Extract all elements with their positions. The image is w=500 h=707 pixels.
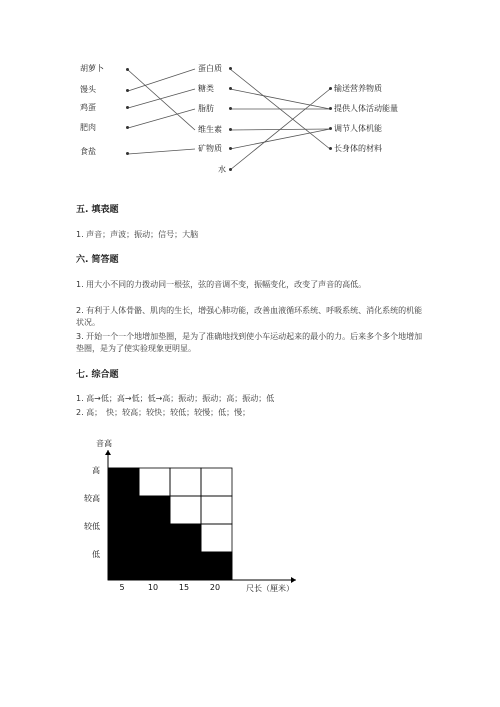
x-tick-label: 15 xyxy=(178,583,190,592)
bar xyxy=(139,496,170,580)
matching-lines xyxy=(0,0,500,200)
y-tick-label: 低 xyxy=(92,550,100,559)
nutrient-item: 糖类 xyxy=(198,84,214,93)
nutrient-item: 维生素 xyxy=(198,125,222,134)
food-item: 鸡蛋 xyxy=(80,103,96,112)
nutrient-item: 蛋白质 xyxy=(198,64,222,73)
x-tick-label: 20 xyxy=(209,583,221,592)
section-heading: 五. 填表题 xyxy=(76,205,119,215)
match-line xyxy=(128,109,195,128)
food-item: 肥肉 xyxy=(80,123,96,132)
answer-paragraph: 1. 用大小不同的力拨动同一根弦，弦的音调不变，振幅变化，改变了声音的高低。 xyxy=(76,280,367,289)
match-dot xyxy=(329,127,332,130)
y-axis-arrow xyxy=(105,450,111,455)
y-axis-label: 音高 xyxy=(96,439,112,448)
function-item: 输送营养物质 xyxy=(334,84,382,93)
match-dot xyxy=(126,106,129,109)
grid-cell xyxy=(201,552,232,580)
grid-cell xyxy=(201,468,232,496)
grid-cell xyxy=(108,468,139,496)
grid-cell xyxy=(170,552,201,580)
grid-cell xyxy=(139,468,170,496)
grid-cell xyxy=(170,468,201,496)
match-dot xyxy=(229,107,232,110)
section-heading: 七. 综合题 xyxy=(76,370,119,380)
y-tick-label: 高 xyxy=(92,466,100,475)
nutrient-item: 水 xyxy=(218,165,226,174)
grid-cell xyxy=(108,524,139,552)
x-axis-arrow xyxy=(291,577,296,583)
grid-cell xyxy=(170,496,201,524)
grid-cell xyxy=(139,524,170,552)
match-dot xyxy=(126,89,129,92)
answer-line: 1. 高→低；高→低；低→高；振动；振动；高；振动；低 xyxy=(76,394,275,403)
match-dot xyxy=(126,152,129,155)
match-dot xyxy=(229,147,232,150)
function-item: 提供人体活动能量 xyxy=(334,104,398,113)
answer-paragraph: 2. 有利于人体骨骼、肌肉的生长，增强心肺功能，改善血液循环系统、呼吸系统、消化系统的机能状况。 xyxy=(76,306,423,327)
grid-cell xyxy=(108,552,139,580)
grid-cell xyxy=(139,496,170,524)
x-axis-label: 尺长（厘米） xyxy=(246,584,294,593)
bar xyxy=(170,524,201,580)
y-tick-label: 较低 xyxy=(84,522,100,531)
section-heading: 六. 简答题 xyxy=(76,255,119,265)
match-dot xyxy=(329,107,332,110)
match-dot xyxy=(126,126,129,129)
match-line xyxy=(128,149,195,154)
grid-cell xyxy=(201,496,232,524)
match-dot xyxy=(329,87,332,90)
grid-cell xyxy=(170,524,201,552)
food-item: 食盐 xyxy=(80,147,96,156)
match-line xyxy=(230,89,330,109)
food-item: 胡萝卜 xyxy=(80,64,104,73)
match-dot xyxy=(329,147,332,150)
x-tick-label: 10 xyxy=(147,583,159,592)
nutrient-item: 脂肪 xyxy=(198,104,214,113)
food-item: 馒头 xyxy=(80,85,96,94)
match-dot xyxy=(229,168,232,171)
match-dot xyxy=(229,128,232,131)
function-item: 调节人体机能 xyxy=(334,124,382,133)
answer-paragraph: 3. 开始一个一个地增加垫圈，是为了准确地找到使小车运动起来的最小的力。后来多个多个地增加垫圈，是为了使实验现象更明显。 xyxy=(76,332,423,353)
answer-line: 1. 声音；声波；振动；信号；大脑 xyxy=(76,230,199,239)
function-item: 长身体的材料 xyxy=(334,144,382,153)
bar xyxy=(108,468,139,580)
match-line xyxy=(128,69,195,91)
answer-line: 2. 高； 快；较高；较快；较低；较慢；低；慢； xyxy=(76,408,251,417)
nutrient-item: 矿物质 xyxy=(198,144,222,153)
match-dot xyxy=(126,68,129,71)
match-line xyxy=(128,70,195,130)
match-dot xyxy=(229,67,232,70)
match-line xyxy=(128,89,195,108)
grid-cell xyxy=(108,496,139,524)
bar xyxy=(201,552,232,580)
grid-cell xyxy=(139,552,170,580)
x-tick-label: 5 xyxy=(119,583,125,592)
match-dot xyxy=(229,87,232,90)
y-tick-label: 较高 xyxy=(84,494,100,503)
match-line xyxy=(230,129,330,149)
grid-cell xyxy=(201,524,232,552)
